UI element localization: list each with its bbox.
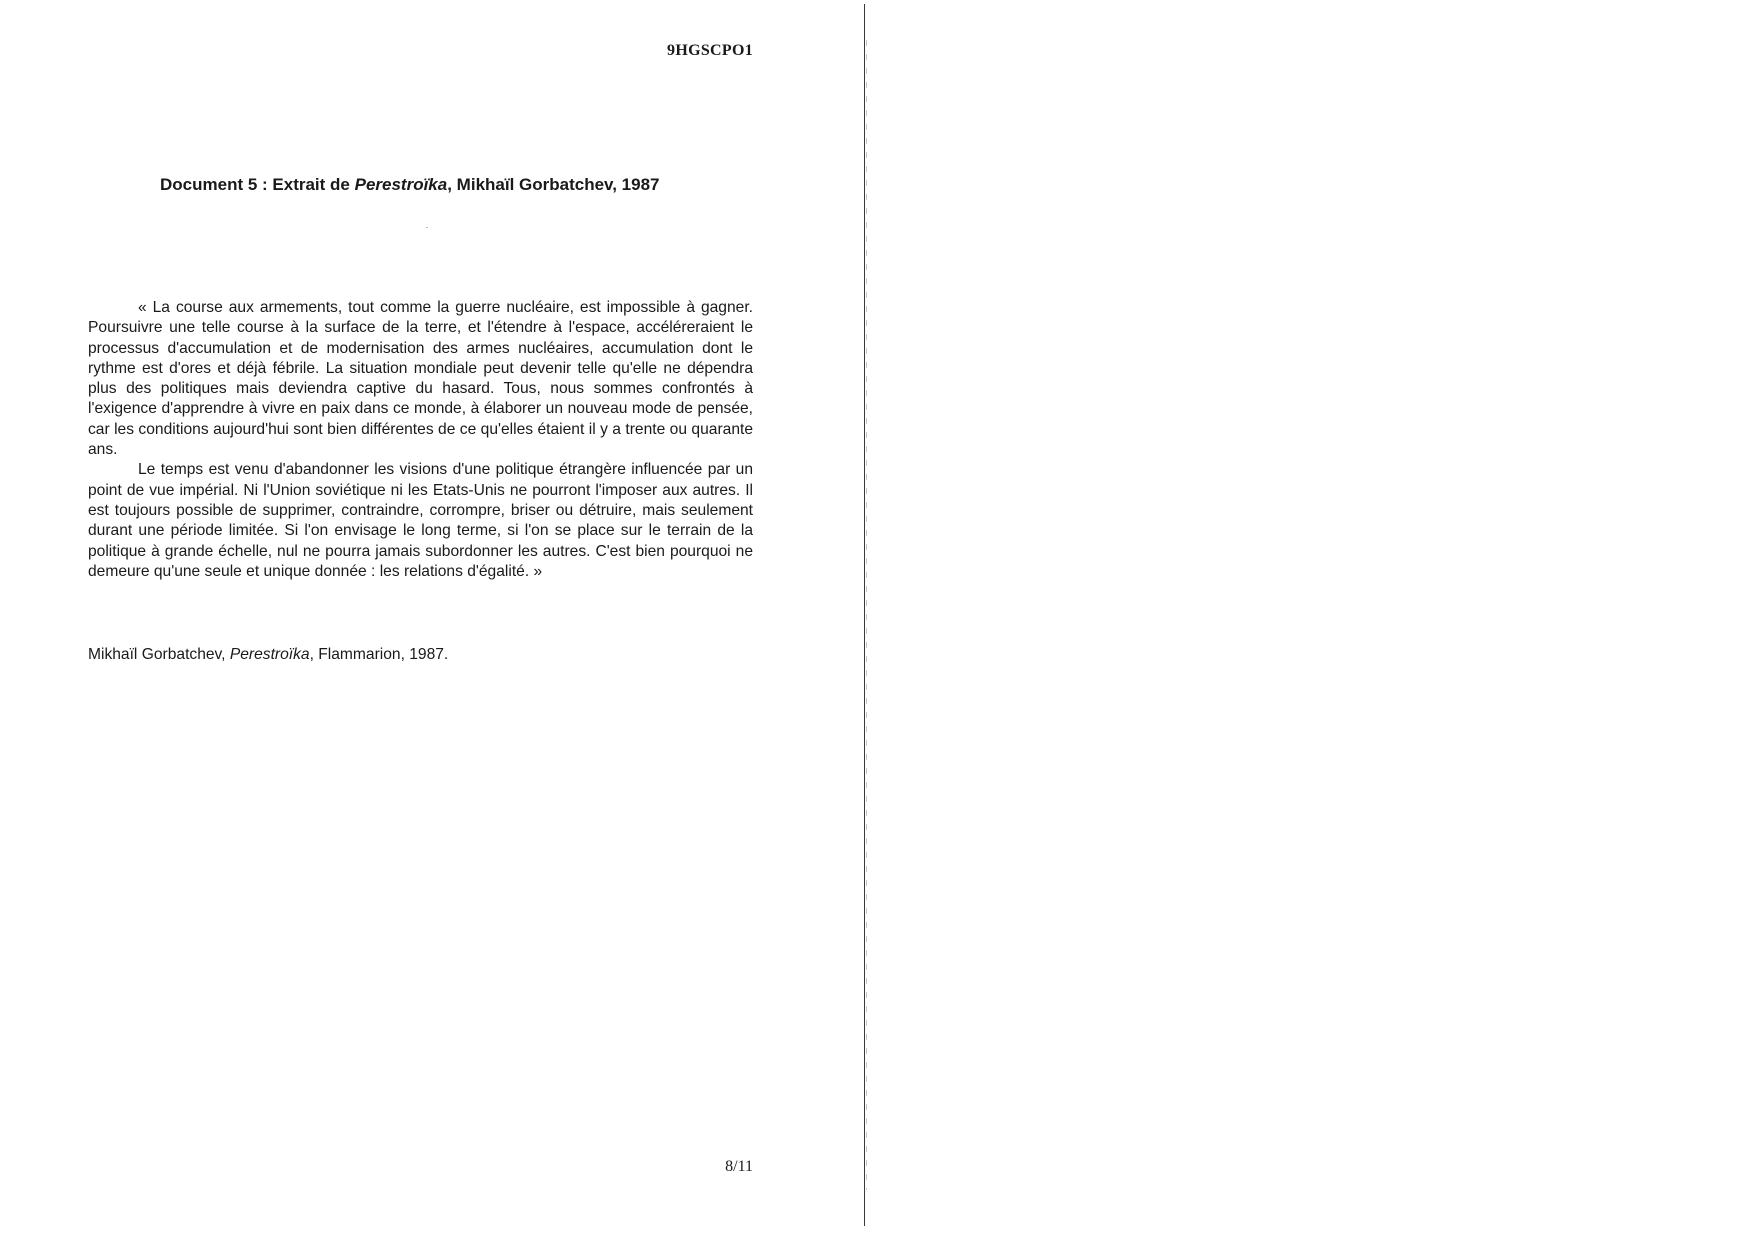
quote-paragraph-1: « La course aux armements, tout comme la guerre nucléaire, est impossible à gagner. Poursuivre une telle course à la surface de la terre, et l'étendre à l'espace, accéléreraient le processus d'accumulation et de modernisation des armes nucléaires, accumulation dont le rythme est d'ores et déjà fébrile. La situation mondiale peut devenir telle qu'elle ne dépendra plus des politiques mais deviendra captive du hasard. Tous, nous sommes confrontés à l'exigence d'apprendre à vivre en paix dans ce monde, à élaborer un nouveau mode de pensée, car les conditions aujourd'hui sont bien différentes de ce qu'elles étaient il y a trente ou quarante ans. xyxy=(88,299,753,459)
quote-excerpt xyxy=(88,298,753,582)
source-citation xyxy=(88,645,753,665)
source-author: Mikhaïl Gorbatchev, xyxy=(88,646,230,663)
document-page-left xyxy=(0,0,860,1234)
quote-paragraph-2: Le temps est venu d'abandonner les visions d'une politique étrangère influencée par un point de vue impérial. Ni l'Union soviétique ni les Etats-Unis ne pourront l'imposer aux autres. Il est toujours possible de supprimer, contraindre, corrompre, briser ou détruire, mais seulement durant une période limitée. Si l'on envisage le long terme, si l'on se place sur le terrain de la politique à grande échelle, nul ne pourra jamais subordonner les autres. C'est bien pourquoi ne demeure qu'une seule et unique donnée : les relations d'égalité. » xyxy=(88,461,753,580)
document-title-work: Perestroïka xyxy=(354,175,448,194)
document-title xyxy=(160,175,780,195)
document-page-right-blank xyxy=(868,0,1757,1234)
scan-artifact xyxy=(426,227,428,228)
source-publisher: , Flammarion, 1987. xyxy=(309,646,449,663)
source-work: Perestroïka xyxy=(229,646,310,663)
exam-code: 9HGSCPO1 xyxy=(667,42,753,59)
document-title-prefix: Document 5 : Extrait de xyxy=(160,175,355,194)
page-fold-shadow xyxy=(866,40,867,1190)
page-number: 8/11 xyxy=(725,1158,753,1175)
document-title-suffix: , Mikhaïl Gorbatchev, 1987 xyxy=(447,175,660,194)
page-fold-divider xyxy=(864,4,865,1226)
